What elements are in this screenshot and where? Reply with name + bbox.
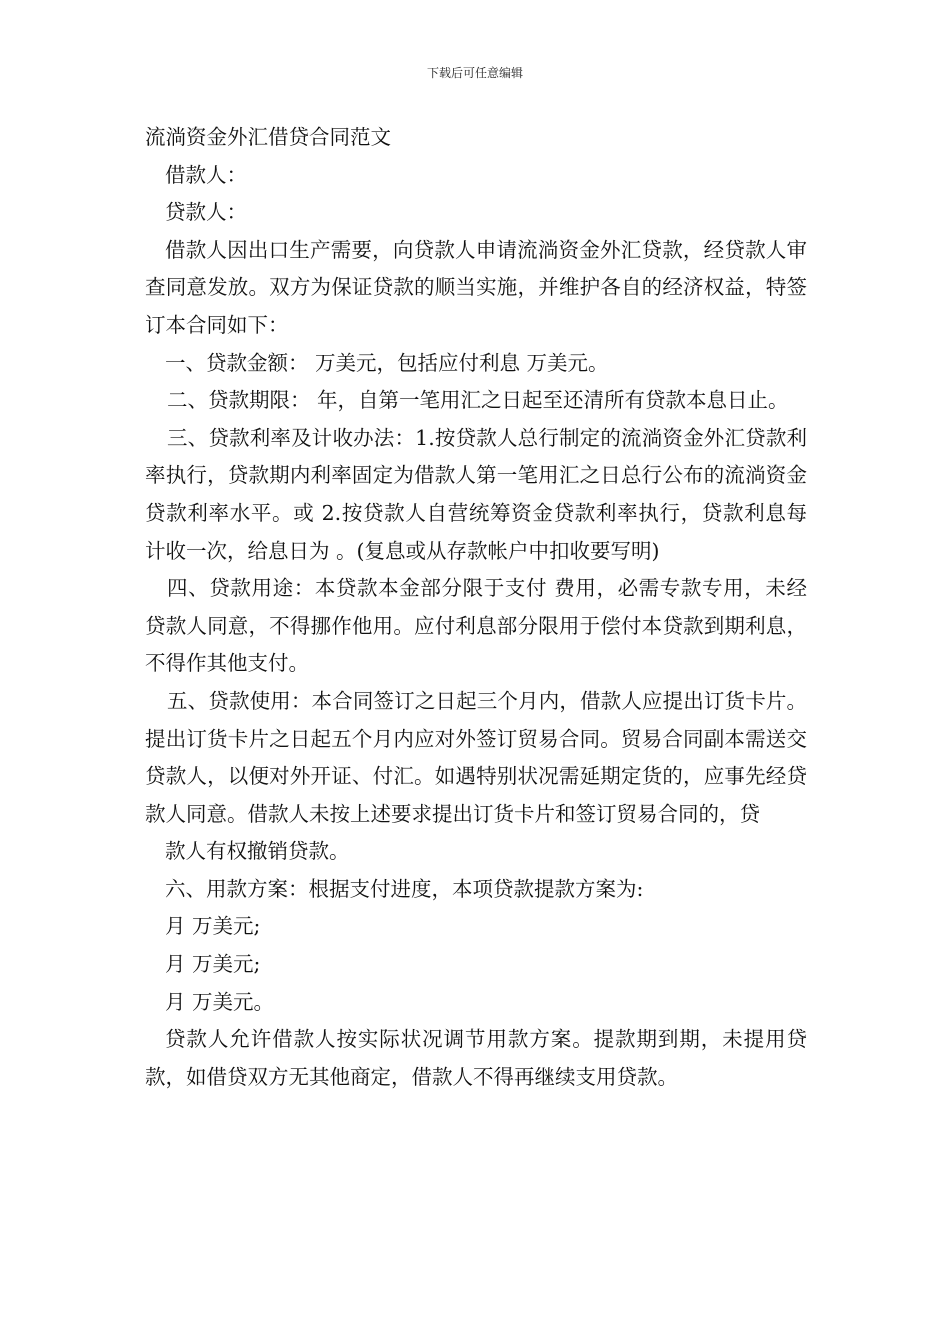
closing-paragraph: 贷款人允许借款人按实际状况调节用款方案。提款期到期，未提用贷款，如借贷双方无其他商定，借款人不得再继续支用贷款。 [145, 1027, 807, 1089]
clause-drawdown-plan: 六、用款方案：根据支付进度，本项贷款提款方案为: [165, 876, 644, 901]
clause-loan-purpose: 四、贷款用途：本贷款本金部分限于支付 费用，必需专款专用，未经贷款人同意，不得挪作他用。应付利息部分限用于偿付本贷款到期利息，不得作其他支付。 [145, 576, 807, 676]
clause-loan-amount: 一、贷款金额： 万美元，包括应付利息 万美元。 [165, 350, 609, 375]
lender-label: 贷款人： [165, 200, 247, 225]
clause-loan-term: 二、贷款期限： 年，自第一笔用汇之日起至还清所有贷款本息日止。 [167, 388, 789, 413]
clause-loan-usage: 五、贷款使用：本合同签订之日起三个月内，借款人应提出订货卡片。提出订货卡片之日起五个月内应对外签订贸易合同。贸易合同副本需送交贷款人，以便对外开证、付汇。如遇特别状况需延期定货的，应事先经贷款人同意。借款人未按上述要求提出订货卡片和签订贸易合同的，贷 [145, 688, 807, 826]
page-header: 下载后可任意编辑 [426, 66, 523, 80]
document-body [145, 119, 807, 1096]
plan-item: 月 万美元。 [165, 989, 275, 1014]
plan-item: 月 万美元; [165, 952, 261, 977]
borrower-label: 借款人： [165, 162, 247, 187]
clause-loan-usage-continued: 款人有权撤销贷款。 [165, 839, 350, 864]
intro-paragraph: 借款人因出口生产需要，向贷款人申请流淌资金外汇贷款，经贷款人审查同意发放。双方为保证贷款的顺当实施，并维护各自的经济权益，特签订本合同如下： [145, 237, 807, 337]
plan-item: 月 万美元; [165, 914, 261, 939]
document-title: 流淌资金外汇借贷合同范文 [145, 125, 391, 149]
clause-interest-rate: 三、贷款利率及计收办法：1.按贷款人总行制定的流淌资金外汇贷款利率执行，贷款期内利率固定为借款人第一笔用汇之日总行公布的流淌资金贷款利率水平。或 2.按贷款人自营统筹资金贷款利率执行，贷款利息每 计收一次，给息日为 。(复息或从存款帐户中扣收要写明) [145, 425, 807, 563]
